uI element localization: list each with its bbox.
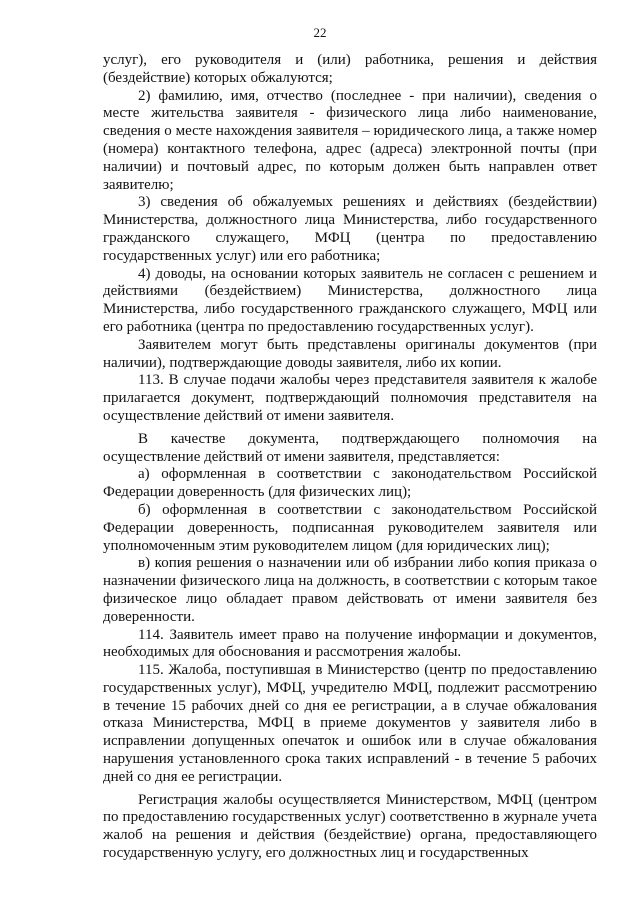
paragraph-registration: Регистрация жалобы осуществляется Министерством, МФЦ (центром по предоставлению государственных услуг) соответственно в журнале учета жалоб на решения и действия (бездействие) органа, предоставляющего государственную услугу, его должностных лиц и государственных (103, 791, 597, 862)
paragraph-item-2: 2) фамилию, имя, отчество (последнее - при наличии), сведения о месте жительства заявителя - физического лица либо наименование, сведения о месте нахождения заявителя – юридического лица, а также номер (номера) контактного телефона, адрес (адреса) электронной почты (при наличии) и почтовый адрес, по которым должен быть направлен ответ заявителю; (103, 87, 597, 193)
paragraph-113: 113. В случае подачи жалобы через представителя заявителя к жалобе прилагается документ, подтверждающий полномочия представителя на осуществление действий от имени заявителя. (103, 372, 597, 424)
paragraph-continuation: услуг), его руководителя и (или) работника, решения и действия (бездействие) которых обжалуются; (103, 52, 597, 86)
paragraph-item-b: б) оформленная в соответствии с законодательством Российской Федерации доверенность, подписанная руководителем заявителя или уполномоченным этим руководителем лицом (для юридических лиц); (103, 501, 597, 554)
paragraph-item-3: 3) сведения об обжалуемых решениях и действиях (бездействии) Министерства, должностного лица Министерства, либо государственного гражданского служащего, МФЦ (центра по предоставлению государственных услуг) или его работника; (103, 194, 597, 264)
paragraph-originals: Заявителем могут быть представлены оригиналы документов (при наличии), подтверждающие доводы заявителя, либо их копии. (103, 336, 597, 371)
paragraph-item-a: а) оформленная в соответствии с законодательством Российской Федерации доверенность (для физических лиц); (103, 466, 597, 501)
page-number: 22 (313, 25, 327, 40)
paragraph-114: 114. Заявитель имеет право на получение информации и документов, необходимых для обоснования и рассмотрения жалобы. (103, 626, 597, 661)
paragraph-item-v: в) копия решения о назначении или об избрании либо копия приказа о назначении физического лица на должность, в соответствии с которым такое физическое лицо обладает правом действовать от имени заявителя без доверенности. (103, 555, 597, 625)
document-body (103, 52, 597, 863)
paragraph-115: 115. Жалоба, поступившая в Министерство (центр по предоставлению государственных услуг), МФЦ, учредителю МФЦ, подлежит рассмотрению в течение 15 рабочих дней со дня ее регистрации, а в случае обжалования отказа Министерства, МФЦ в приеме документов у заявителя либо в исправлении допущенных опечаток и ошибок или в случае обжалования нарушения установленного срока таких исправлений - в течение 5 рабочих дней со дня ее регистрации. (103, 662, 597, 785)
paragraph-authority-documents: В качестве документа, подтверждающего полномочия на осуществление действий от имени заявителя, представляется: (103, 430, 597, 465)
paragraph-item-4: 4) доводы, на основании которых заявитель не согласен с решением и действиями (бездействием) Министерства, должностного лица Министерства, либо государственного гражданского служащего, МФЦ или его работника (центра по предоставлению государственных услуг). (103, 265, 597, 335)
